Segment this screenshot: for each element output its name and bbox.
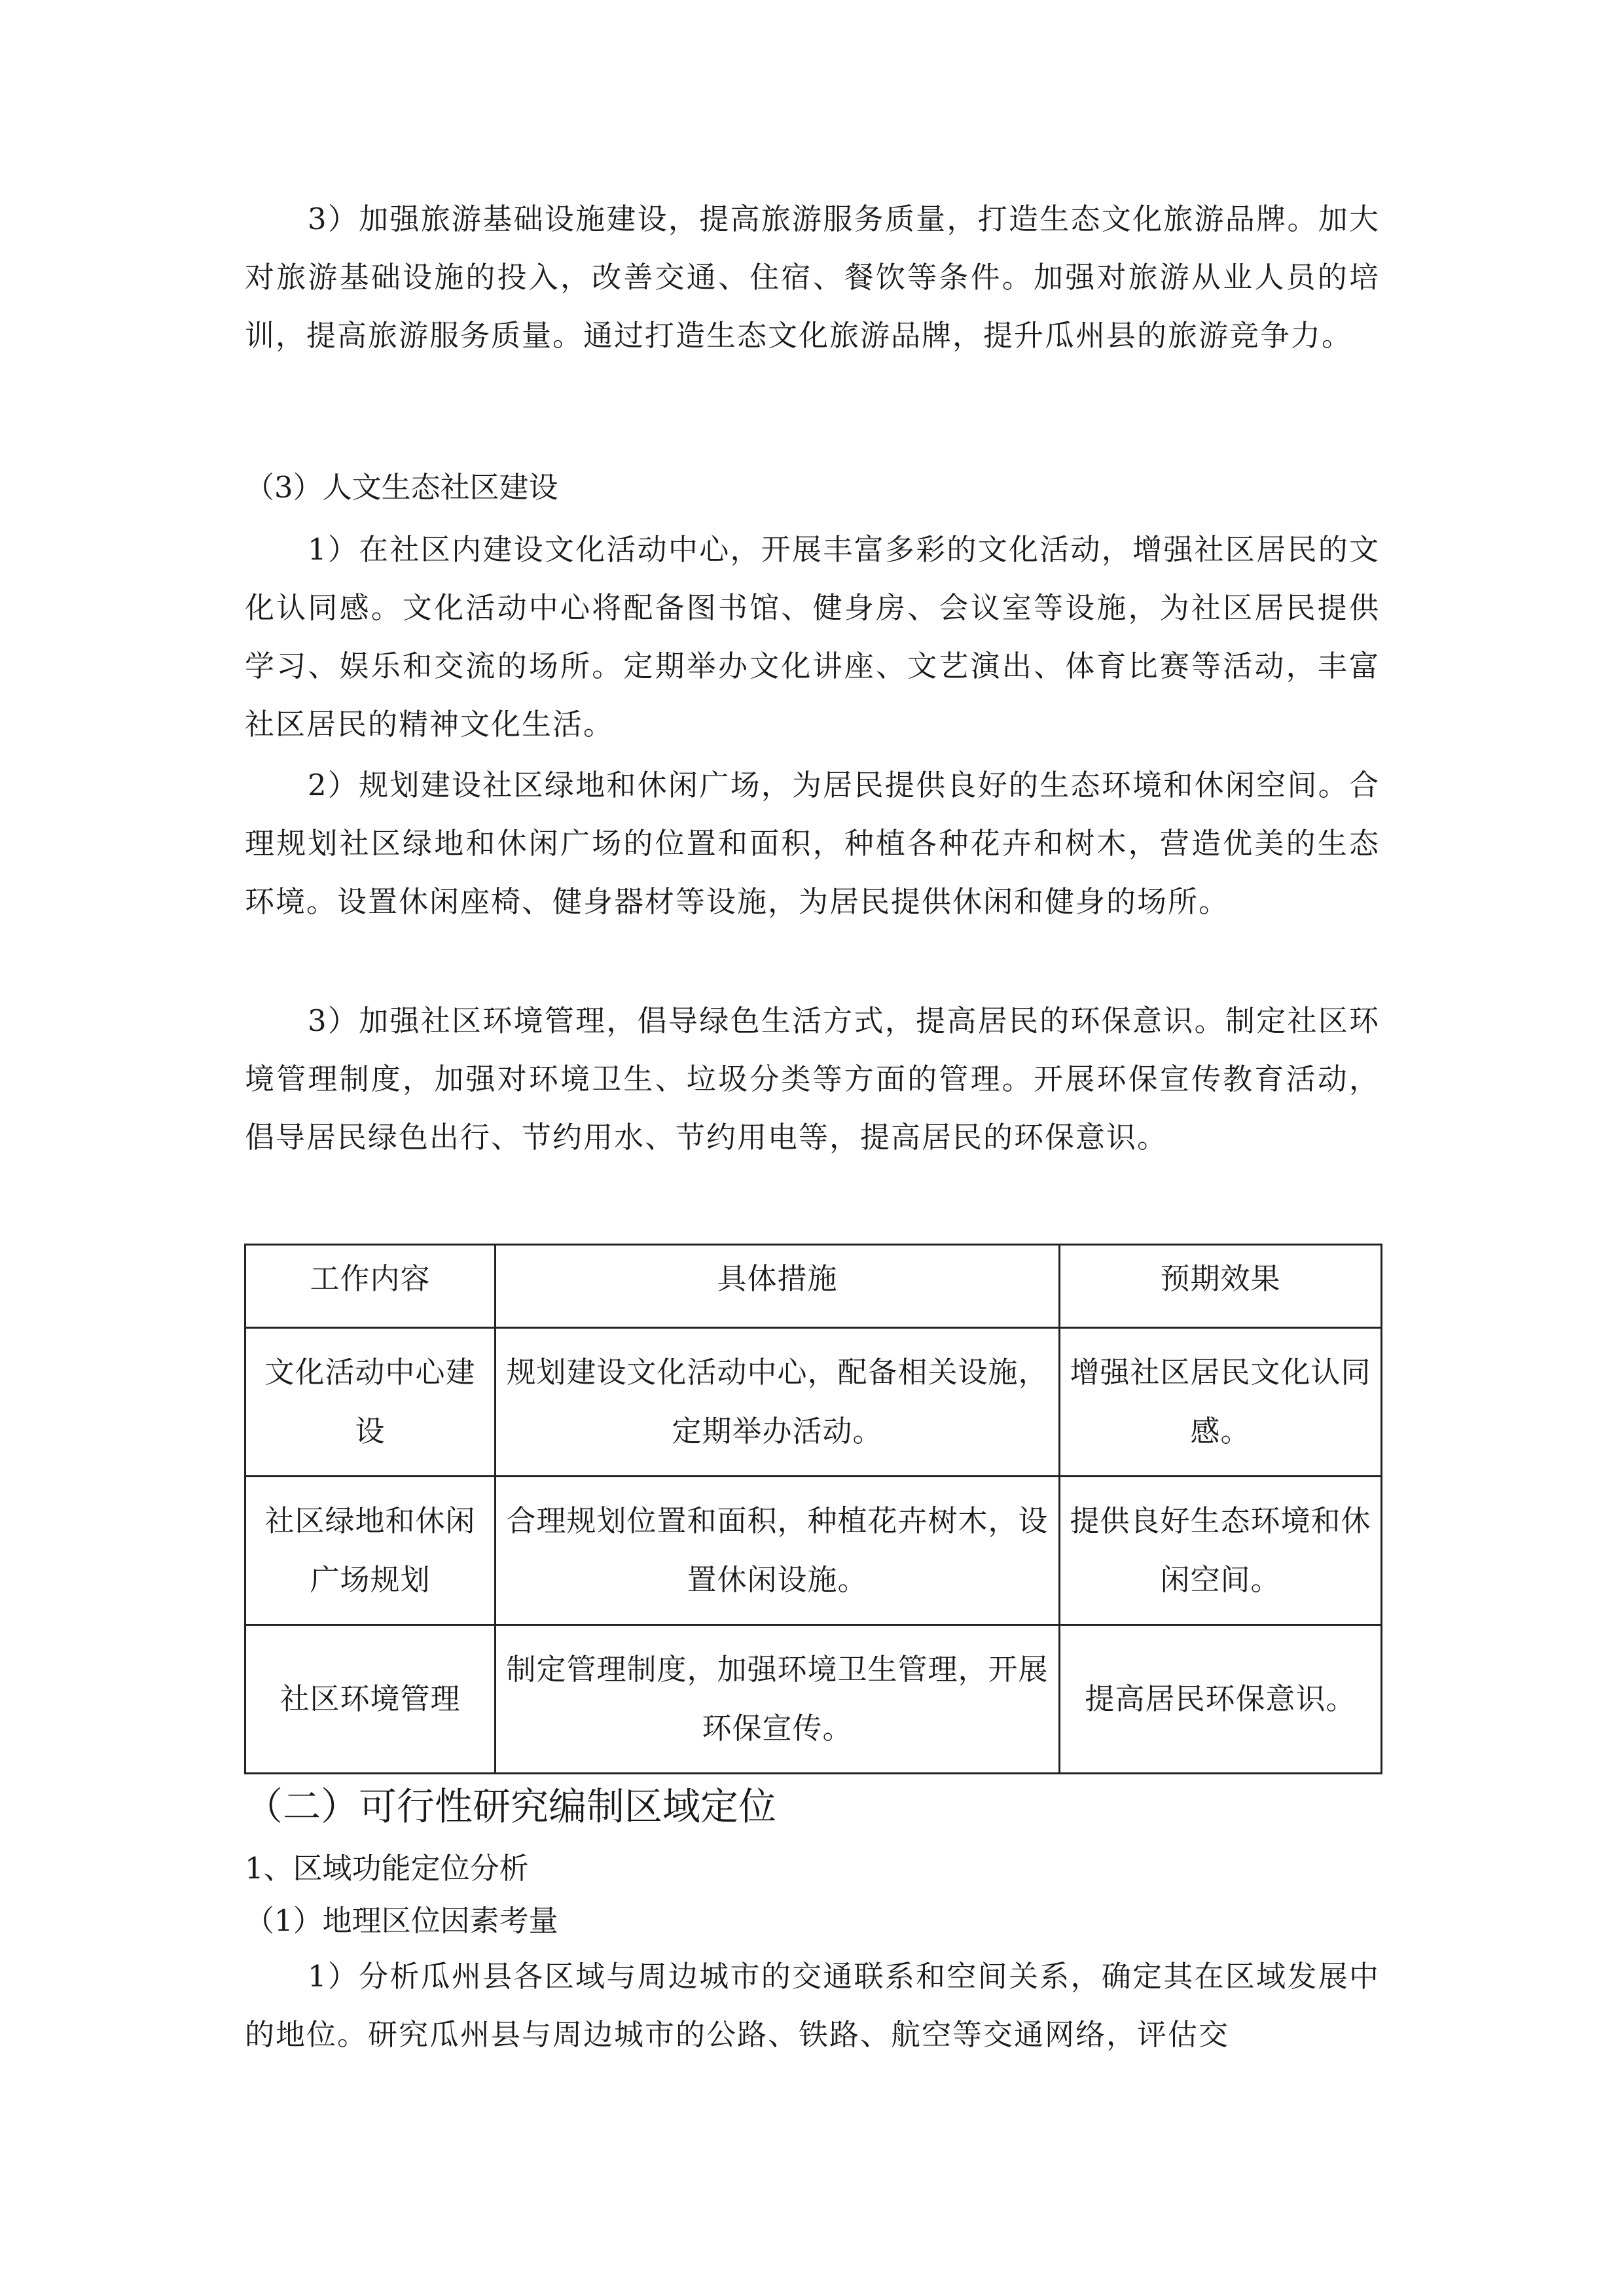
- table-cell: 文化活动中心建设: [245, 1328, 496, 1477]
- table-cell: 制定管理制度，加强环境卫生管理，开展环保宣传。: [496, 1625, 1060, 1774]
- table-cell: 提高居民环保意识。: [1060, 1625, 1382, 1774]
- table-cell: 增强社区居民文化认同感。: [1060, 1328, 1382, 1477]
- table-row: [245, 1625, 1382, 1774]
- paragraph-cultural-center: 1）在社区内建设文化活动中心，开展丰富多彩的文化活动，增强社区居民的文化认同感。文化活动中心将配备图书馆、健身房、会议室等设施，为社区居民提供学习、娱乐和交流的场所。定期举办文化讲座、文艺演出、体育比赛等活动，丰富社区居民的精神文化生活。: [245, 532, 1380, 742]
- table-cell: 规划建设文化活动中心，配备相关设施，定期举办活动。: [496, 1328, 1060, 1477]
- table-cell: 社区环境管理: [245, 1625, 496, 1774]
- paragraph-tourism-infrastructure: 3）加强旅游基础设施建设，提高旅游服务质量，打造生态文化旅游品牌。加大对旅游基础设施的投入，改善交通、住宿、餐饮等条件。加强对旅游从业人员的培训，提高旅游服务质量。通过打造生态文化旅游品牌，提升瓜州县的旅游竞争力。: [245, 202, 1380, 353]
- subheading-geographic-factors: （1）地理区位因素考量: [245, 1903, 558, 1938]
- table-cell: 提供良好生态环境和休闲空间。: [1060, 1477, 1382, 1625]
- table-cell: 社区绿地和休闲广场规划: [245, 1477, 496, 1625]
- measures-table: [244, 1244, 1382, 1774]
- heading-humanistic-ecological-community: （3）人文生态社区建设: [245, 470, 558, 505]
- table-row: [245, 1328, 1382, 1477]
- table-header-row: [245, 1245, 1382, 1328]
- table-row: [245, 1477, 1382, 1625]
- subheading-functional-positioning: 1、区域功能定位分析: [245, 1851, 529, 1886]
- paragraph-transport-analysis: 1）分析瓜州县各区域与周边城市的交通联系和空间关系，确定其在区域发展中的地位。研究瓜州县与周边城市的公路、铁路、航空等交通网络，评估交: [245, 1959, 1380, 2052]
- section-heading-regional-positioning: （二）可行性研究编制区域定位: [245, 1784, 777, 1829]
- paragraph-green-space: 2）规划建设社区绿地和休闲广场，为居民提供良好的生态环境和休闲空间。合理规划社区绿地和休闲广场的位置和面积，种植各种花卉和树木，营造优美的生态环境。设置休闲座椅、健身器材等设施，为居民提供休闲和健身的场所。: [245, 768, 1380, 919]
- paragraph-environment-management: 3）加强社区环境管理，倡导绿色生活方式，提高居民的环保意识。制定社区环境管理制度，加强对环境卫生、垃圾分类等方面的管理。开展环保宣传教育活动，倡导居民绿色出行、节约用水、节约用电等，提高居民的环保意识。: [245, 1003, 1380, 1155]
- table-header-cell: 工作内容: [245, 1245, 496, 1328]
- table-header-cell: 具体措施: [496, 1245, 1060, 1328]
- table-header-cell: 预期效果: [1060, 1245, 1382, 1328]
- table-cell: 合理规划位置和面积，种植花卉树木，设置休闲设施。: [496, 1477, 1060, 1625]
